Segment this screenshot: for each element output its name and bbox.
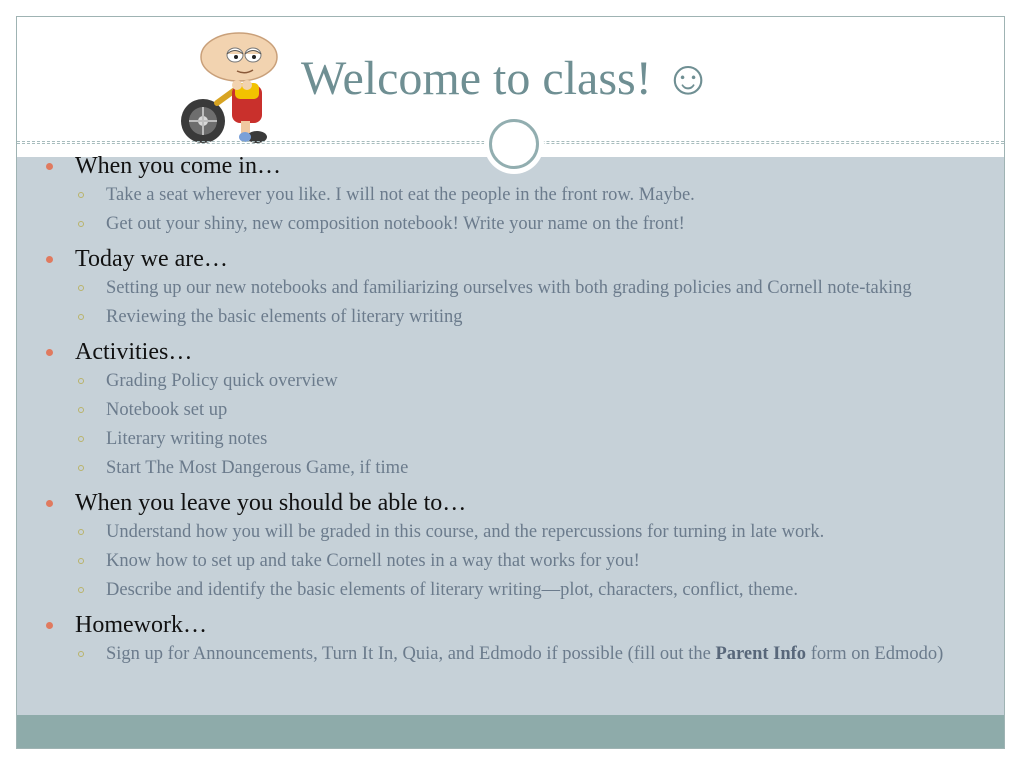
list-item: [17, 399, 1004, 422]
bullet-ring-icon: [78, 192, 84, 198]
bullet-ring-icon: [78, 285, 84, 291]
bullet-ring-icon: [78, 465, 84, 471]
bullet-dot-icon: [46, 349, 53, 356]
bullet-dot-icon: [46, 500, 53, 507]
bullet-ring-icon: [78, 221, 84, 227]
bullet-ring-icon: [78, 378, 84, 384]
slide-title: Welcome to class! ☺: [301, 52, 713, 105]
section-heading: [17, 244, 1004, 274]
list-item: [17, 457, 1004, 480]
section-heading: [17, 488, 1004, 518]
section-heading-text: When you come in…: [75, 153, 281, 179]
section-heading: [17, 151, 1004, 181]
list-item: [17, 306, 1004, 329]
list-item: [17, 428, 1004, 451]
section-heading-text: Activities…: [75, 339, 193, 365]
homework-text-start: Sign up for Announcements, Turn It In, Quia, and Edmodo if possible (fill out the: [106, 644, 716, 664]
list-item-text: Literary writing notes: [106, 429, 268, 449]
bullet-dot-icon: [46, 163, 53, 170]
homework-text-end: form on Edmodo): [806, 644, 944, 664]
list-item-text: Know how to set up and take Cornell notes in a way that works for you!: [106, 551, 640, 571]
list-item: [17, 277, 1004, 300]
section-heading-text: When you leave you should be able to…: [75, 490, 467, 516]
list-item: [17, 184, 1004, 207]
bullet-dot-icon: [46, 622, 53, 629]
list-item-text: Grading Policy quick overview: [106, 371, 338, 391]
list-item-text: Take a seat wherever you like. I will not eat the people in the front row. Maybe.: [106, 185, 695, 205]
bullet-ring-icon: [78, 314, 84, 320]
bullet-dot-icon: [46, 256, 53, 263]
list-item-text: Get out your shiny, new composition notebook! Write your name on the front!: [106, 214, 685, 234]
list-item: [17, 550, 1004, 573]
bullet-ring-icon: [78, 436, 84, 442]
parent-info-emphasis: Parent Info: [715, 644, 807, 664]
list-item: [17, 579, 1004, 602]
section-heading: [17, 337, 1004, 367]
list-item: [17, 213, 1004, 236]
list-item-text: Understand how you will be graded in this course, and the repercussions for turning in late work.: [106, 522, 825, 542]
list-item-text: Setting up our new notebooks and familiarizing ourselves with both grading policies and Cornell note-taking: [106, 278, 912, 298]
section-heading-text: Today we are…: [75, 246, 228, 272]
section-heading: [17, 610, 1004, 640]
bullet-ring-icon: [78, 651, 84, 657]
footer-bar: [17, 715, 1004, 749]
slide: [16, 16, 1005, 749]
bullet-ring-icon: [78, 407, 84, 413]
homework-item-text: [106, 644, 943, 664]
list-item: [17, 521, 1004, 544]
list-item-text: Reviewing the basic elements of literary writing: [106, 307, 463, 327]
cartoon-mascot-icon: [177, 25, 287, 150]
bullet-ring-icon: [78, 529, 84, 535]
list-item-text: Start The Most Dangerous Game, if time: [106, 458, 409, 478]
list-item: [17, 643, 1004, 666]
bullet-content: [17, 151, 1004, 666]
bullet-ring-icon: [78, 587, 84, 593]
section-heading-text: Homework…: [75, 612, 207, 638]
list-item: [17, 370, 1004, 393]
bullet-ring-icon: [78, 558, 84, 564]
list-item-text: Describe and identify the basic elements of literary writing—plot, characters, conflict, theme.: [106, 580, 798, 600]
list-item-text: Notebook set up: [106, 400, 228, 420]
